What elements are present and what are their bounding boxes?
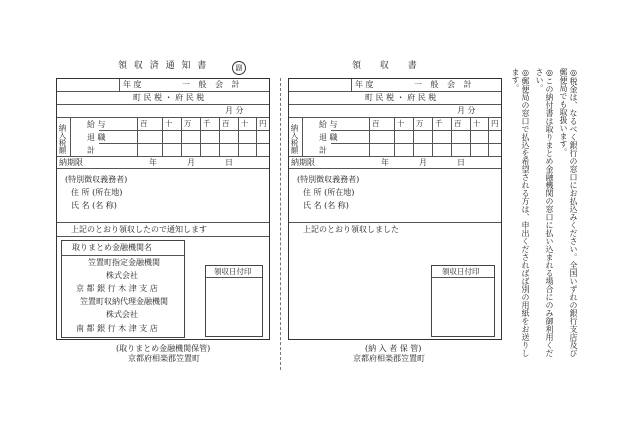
left-digit-en: 円 [259, 119, 267, 128]
left-title: 領 収 済 通 知 書 [118, 61, 209, 71]
left-row-kei: 計 [87, 146, 95, 155]
left-getsubun: 月 分 [225, 106, 244, 115]
left-deadline-label: 納期限 [59, 158, 83, 167]
left-note: 上記のとおり領収したので通知します [71, 225, 207, 234]
left-stamp-label: 領収日付印 [214, 267, 252, 276]
right-footer-town: 京都府相楽郡笠置町 [353, 354, 425, 363]
left-bank-line-2: 株式会社 [106, 271, 138, 280]
right-row-kei: 計 [319, 146, 327, 155]
left-digit-hyaku2: 百 [222, 119, 230, 128]
left-nendo: 年 度 [123, 80, 142, 89]
right-getsubun: 月 分 [457, 106, 476, 115]
right-footer-hokan: (納 入 者 保 管) [365, 344, 422, 353]
note-3: ◎郵便局の窓口で払込を希望される方は、申出くださればば別の用紙をお送りします。 [511, 68, 530, 357]
right-digit-juu2: 十 [473, 119, 481, 128]
right-digit-man: 万 [416, 119, 424, 128]
left-form-box [56, 78, 270, 340]
right-row-taishoku: 退 職 [319, 133, 338, 142]
right-deadline-label: 納期限 [291, 158, 315, 167]
cut-line [280, 78, 281, 370]
left-jusho: 住 所 (所在地) [71, 188, 123, 197]
right-note: 上記のとおり領収しました [303, 225, 399, 234]
left-row-kyuyo: 給 与 [87, 120, 106, 129]
right-shimei: 氏 名 (名 称) [303, 201, 349, 210]
right-digit-sen: 千 [435, 119, 443, 128]
note-1: ◎税金は、なるべく銀行の窓口にお払込みください。全国いずれの銀行支店及び郵便局でも取扱います。 [559, 68, 578, 357]
left-bank-header: 取りまとめ金融機関名 [72, 243, 152, 252]
left-digit-sen: 千 [203, 119, 211, 128]
left-digit-juu: 十 [165, 119, 173, 128]
right-stamp-area [431, 265, 495, 337]
left-footer-hokan: (取りまとめ金融機関保管) [116, 344, 211, 353]
left-digit-man: 万 [184, 119, 192, 128]
left-tax-type: 町 民 税 ・ 府 民 税 [133, 93, 205, 102]
left-bank-line-6: 南 都 銀 行 木 津 支 店 [76, 324, 158, 333]
right-digit-hyaku2: 百 [454, 119, 462, 128]
right-stamp-label: 領収日付印 [442, 267, 480, 276]
left-zeigaku-label: 納入税額 [58, 124, 67, 154]
left-duplicate-badge: 副 [232, 55, 246, 75]
left-bank-box [61, 240, 185, 338]
left-footer-town: 京都府相楽郡笠置町 [128, 354, 200, 363]
left-digit-juu2: 十 [241, 119, 249, 128]
left-bank-line-1: 笠置町指定金融機関 [88, 258, 160, 267]
right-ippan-kaikei: 一 般 会 計 [414, 80, 475, 89]
left-deadline-day: 日 [225, 158, 233, 167]
left-deadline-month: 月 [187, 158, 195, 167]
left-bank-line-5: 株式会社 [106, 310, 138, 319]
left-bank-line-4: 笠置町収納代理金融機関 [80, 297, 168, 306]
left-ippan-kaikei: 一 般 会 計 [182, 80, 243, 89]
right-nendo: 年 度 [355, 80, 374, 89]
left-deadline-year: 年 [149, 158, 157, 167]
right-deadline-year: 年 [381, 158, 389, 167]
right-digit-hyaku: 百 [372, 119, 380, 128]
right-digit-en: 円 [491, 119, 499, 128]
left-digit-hyaku: 百 [140, 119, 148, 128]
left-bank-line-3: 京 都 銀 行 木 津 支 店 [76, 284, 158, 293]
right-jusho: 住 所 (所在地) [303, 188, 355, 197]
right-zeigaku-label: 納入税額 [290, 124, 299, 154]
right-deadline-day: 日 [457, 158, 465, 167]
right-tokubetsu: (特別徴収義務者) [297, 175, 360, 184]
right-form-box [288, 78, 502, 340]
right-tax-type: 町 民 税 ・ 府 民 税 [365, 93, 437, 102]
right-title: 領 収 書 [352, 61, 425, 71]
left-stamp-area [205, 265, 263, 337]
note-2: ◎この納付書は取りまとめ金融機関の窓口に払い込まれる場合にのみ御利用ください。 [535, 68, 554, 357]
right-row-kyuyo: 給 与 [319, 120, 338, 129]
left-tokubetsu: (特別徴収義務者) [65, 175, 128, 184]
right-deadline-month: 月 [419, 158, 427, 167]
right-digit-juu: 十 [397, 119, 405, 128]
left-shimei: 氏 名 (名 称) [71, 201, 117, 210]
left-row-taishoku: 退 職 [87, 133, 106, 142]
